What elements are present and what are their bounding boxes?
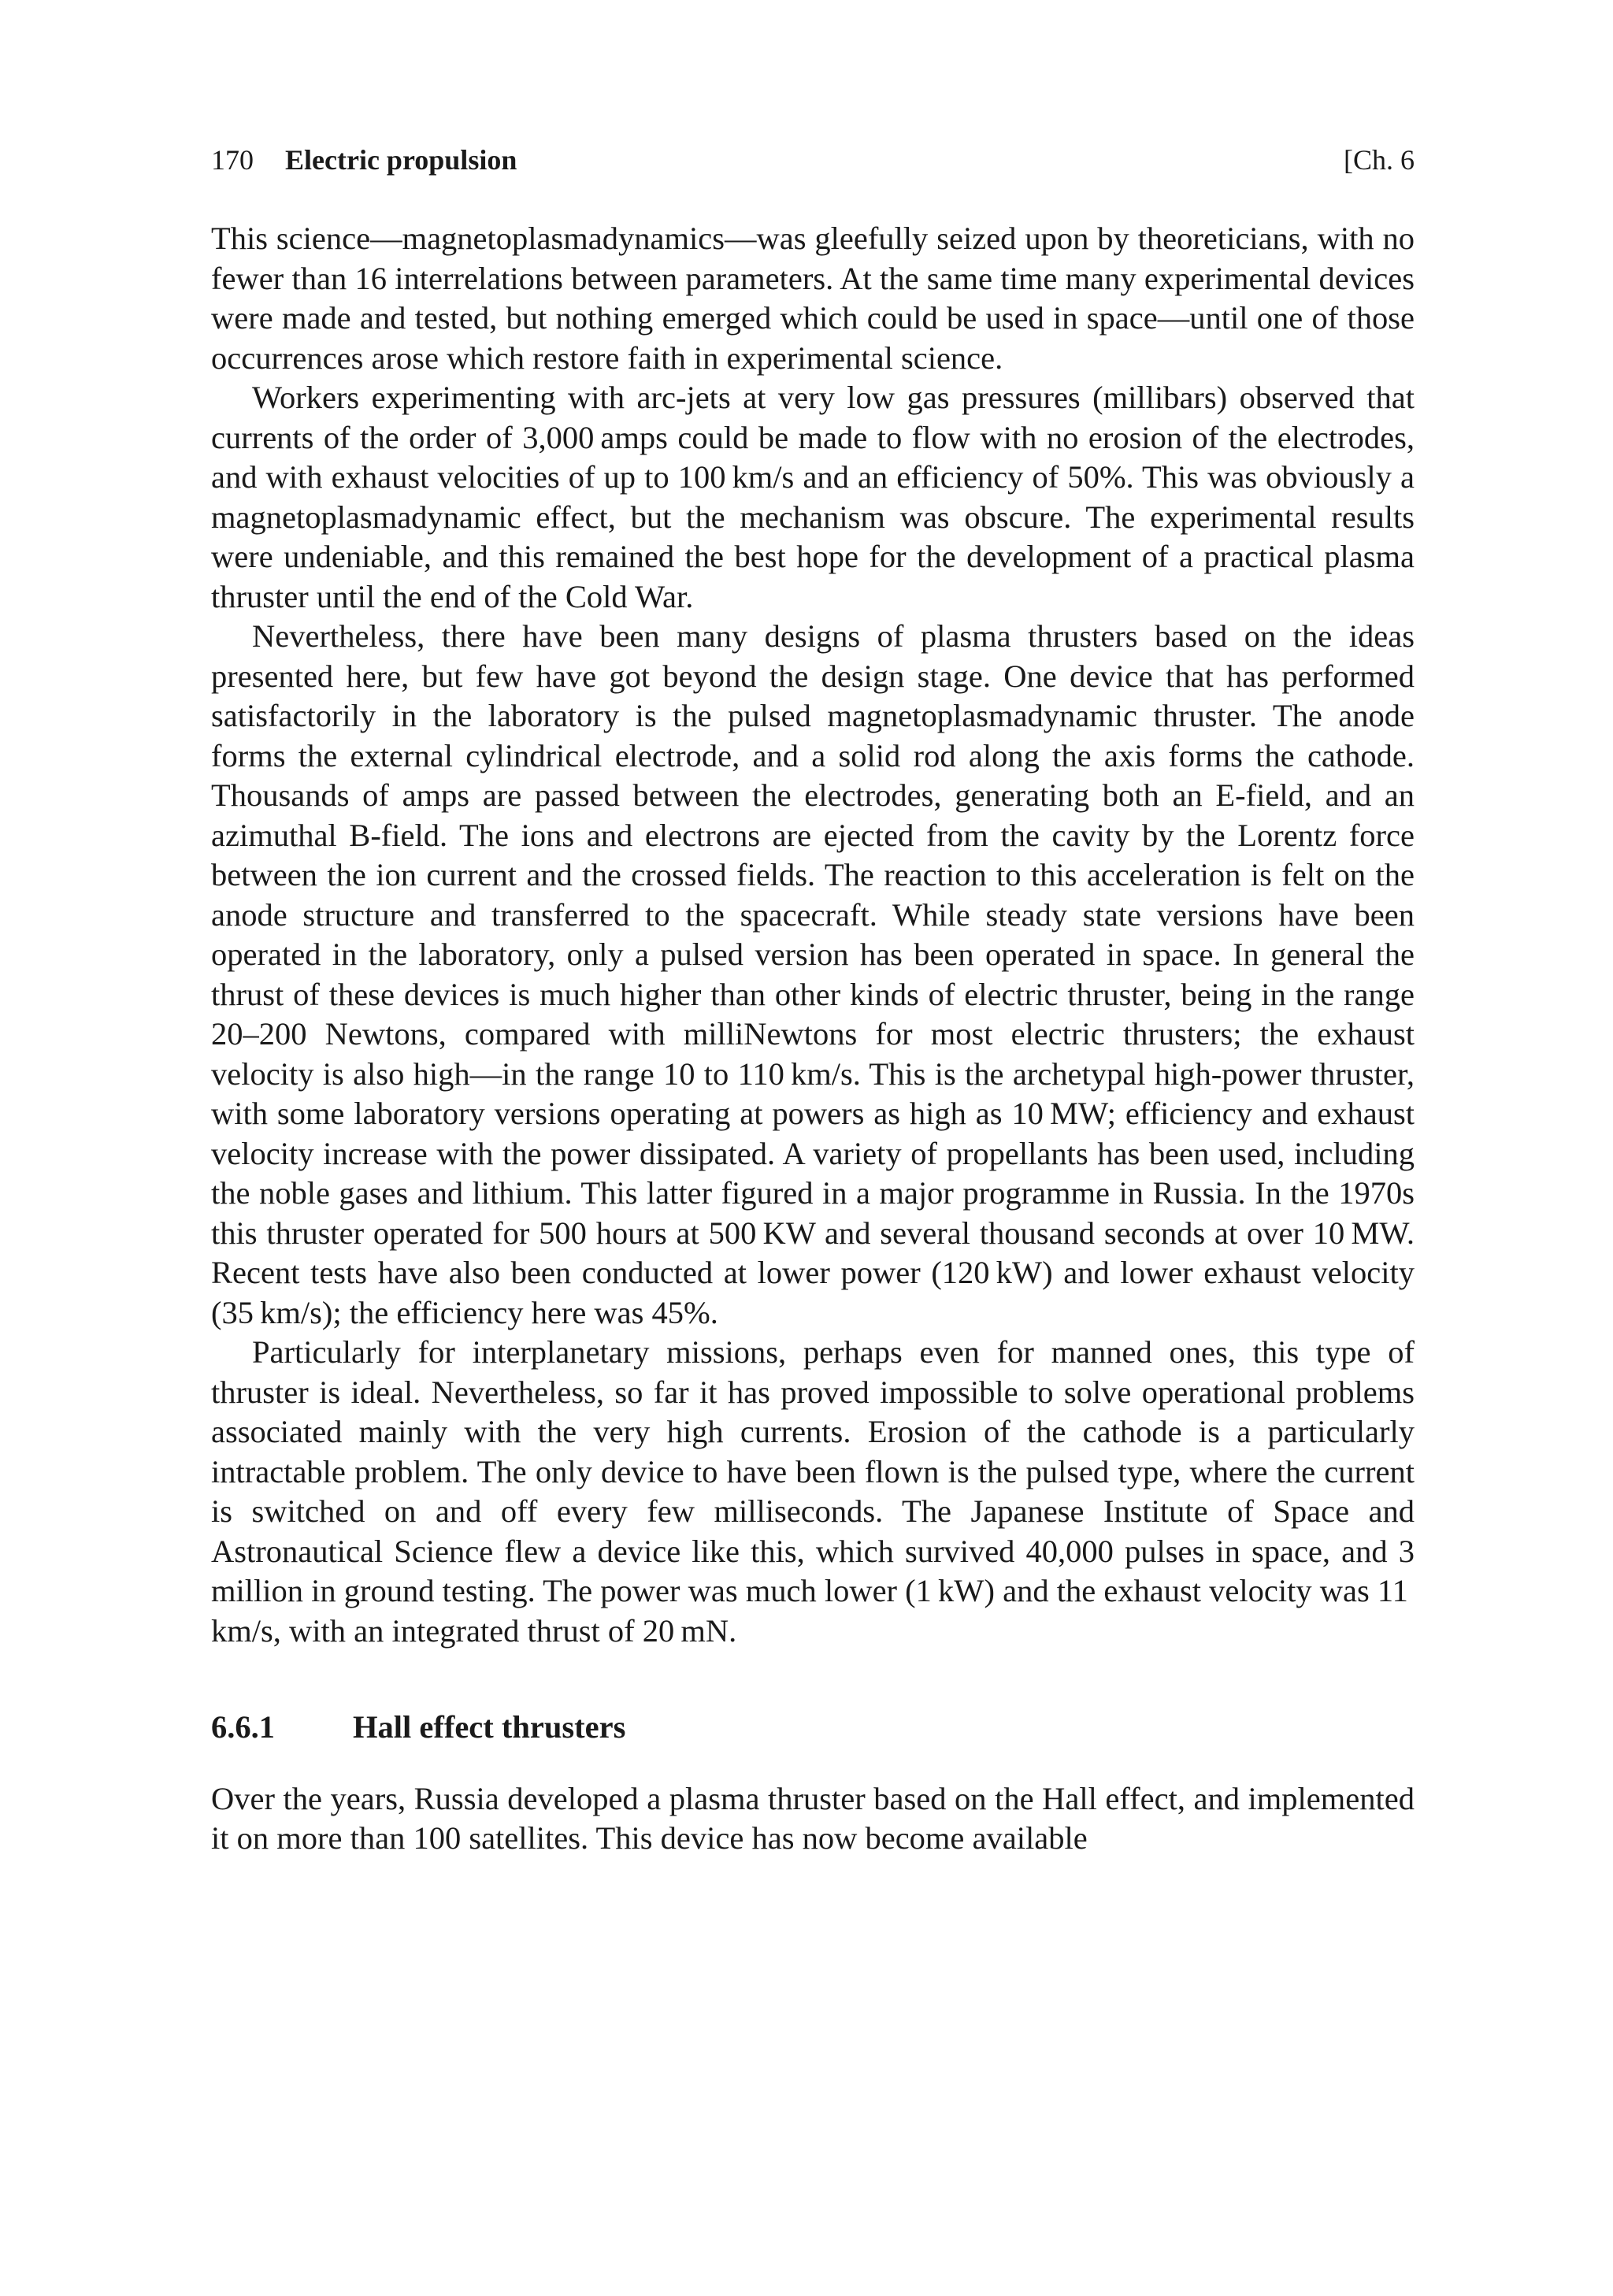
paragraph: Workers experimenting with arc-jets at very low gas pressures (millibars) observed that currents of the order of 3,000 amps could be made to flow with no erosion of the electrodes, and with exhaust velocities of up to 100 km/s and an efficiency of 50%. This was obviously a magnetoplasmadynamic effect, but the mechanism was obscure. The experimental results were undeniable, and this remained the best hope for the development of a practical plasma thruster until the end of the Cold War.: [211, 380, 1415, 614]
section-title: Hall effect thrusters: [353, 1709, 626, 1745]
chapter-title: Electric propulsion: [285, 144, 517, 176]
paragraph: Over the years, Russia developed a plasma thruster based on the Hall effect, and implemented it on more than 100 satellites. This device has now become available: [211, 1780, 1415, 1856]
section-heading: [211, 1708, 1415, 1748]
body-text: [211, 219, 1415, 1859]
paragraph: This science—magnetoplasmadynamics—was gleefully seized upon by theoreticians, with no fewer than 16 interrelations between parameters. At the same time many experimental devices were made and tested, but nothing emerged which could be used in space—until one of those occurrences arose which restore faith in experimental science.: [211, 221, 1415, 376]
section-number: 6.6.1: [211, 1709, 275, 1745]
page-number: 170: [211, 144, 254, 176]
paragraph: Nevertheless, there have been many designs of plasma thrusters based on the ideas presented here, but few have got beyond the design stage. One device that has performed satisfactorily in the laboratory is the pulsed magnetoplasmadynamic thruster. The anode forms the external cylindrical electrode, and a solid rod along the axis forms the cathode. Thousands of amps are passed between the electrodes, generating both an E-field, and an azimuthal B-field. The ions and electrons are ejected from the cavity by the Lorentz force between the ion current and the crossed fields. The reaction to this acceleration is felt on the anode structure and transferred to the spacecraft. While steady state versions have been operated in the laboratory, only a pulsed version has been operated in space. In general the thrust of these devices is much higher than other kinds of electric thruster, being in the range 20–200 Newtons, compared with milliNewtons for most electric thrusters; the exhaust velocity is also high—in the range 10 to 110 km/s. This is the archetypal high-power thruster, with some laboratory versions operating at powers as high as 10 MW; efficiency and exhaust velocity increase with the power dissipated. A variety of propellants has been used, including the noble gases and lithium. This latter figured in a major programme in Russia. In the 1970s this thruster operated for 500 hours at 500 KW and several thousand seconds at over 10 MW. Recent tests have also been conducted at lower power (120 kW) and lower exhaust velocity (35 km/s); the efficiency here was 45%.: [211, 618, 1415, 1330]
paragraph: Particularly for interplanetary missions, perhaps even for manned ones, this type of thruster is ideal. Nevertheless, so far it has proved impossible to solve operational problems associated mainly with the very high currents. Erosion of the cathode is a particularly intractable problem. The only device to have been flown is the pulsed type, where the current is switched on and off every few milliseconds. The Japanese Institute of Space and Astronautical Science flew a device like this, which survived 40,000 pulses in space, and 3 million in ground testing. The power was much lower (1 kW) and the exhaust velocity was 11 km/s, with an integrated thrust of 20 mN.: [211, 1334, 1415, 1649]
chapter-reference: [Ch. 6: [1344, 144, 1415, 176]
running-head: [211, 140, 1415, 180]
